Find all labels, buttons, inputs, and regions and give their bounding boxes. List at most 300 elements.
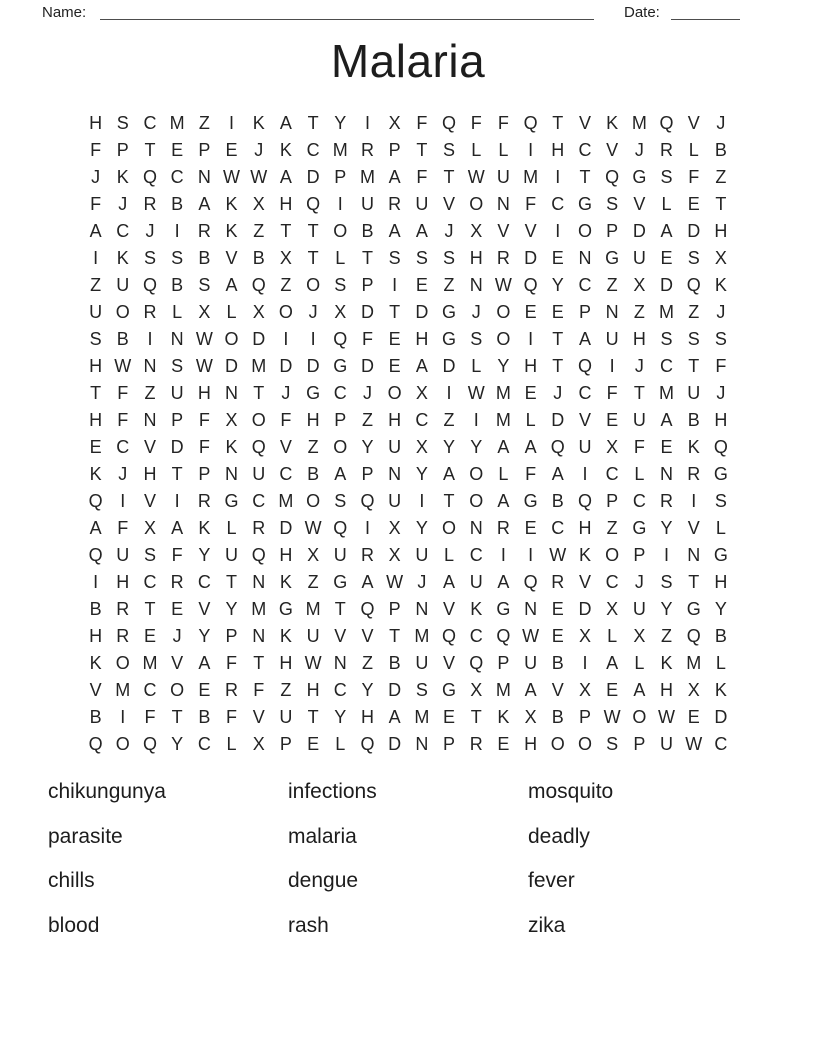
grid-letter-r1-c13: F	[416, 113, 428, 133]
grid-letter-r1-c2: S	[116, 113, 129, 133]
grid-letter-r23-c18: B	[551, 707, 564, 727]
grid-letter-r10-c10: G	[333, 356, 348, 376]
grid-letter-r1-c7: K	[252, 113, 265, 133]
grid-letter-r17-c6: U	[225, 545, 239, 565]
grid-letter-r3-c5: N	[197, 167, 211, 187]
word-list-item-blood: blood	[48, 913, 100, 937]
grid-letter-r17-c5: Y	[198, 545, 211, 565]
grid-letter-r10-c5: W	[195, 356, 213, 376]
grid-letter-r10-c6: D	[225, 356, 239, 376]
grid-letter-r9-c10: Q	[333, 329, 348, 349]
word-list-item-dengue: dengue	[288, 869, 359, 892]
grid-letter-r22-c10: C	[333, 680, 347, 700]
grid-letter-r9-c13: H	[415, 329, 429, 349]
grid-letter-r24-c16: E	[497, 734, 510, 754]
grid-letter-r7-c21: X	[633, 275, 646, 295]
grid-letter-r5-c20: P	[606, 221, 619, 241]
grid-letter-r2-c3: T	[144, 140, 156, 160]
grid-letter-r9-c22: S	[660, 329, 673, 349]
grid-letter-r9-c4: N	[170, 329, 184, 349]
grid-letter-r18-c20: C	[605, 572, 619, 592]
grid-letter-r4-c24: T	[715, 194, 727, 214]
grid-letter-r3-c24: Z	[715, 167, 727, 187]
grid-letter-r12-c3: N	[143, 410, 157, 430]
grid-letter-r4-c16: N	[496, 194, 510, 214]
grid-letter-r6-c12: S	[388, 248, 401, 268]
grid-letter-r16-c21: G	[632, 518, 647, 538]
grid-letter-r17-c16: I	[500, 545, 506, 565]
grid-letter-r3-c19: T	[579, 167, 591, 187]
grid-letter-r6-c8: X	[279, 248, 292, 268]
grid-letter-r18-c19: V	[578, 572, 591, 592]
grid-letter-r3-c13: F	[416, 167, 428, 187]
grid-letter-r5-c9: T	[307, 221, 319, 241]
grid-letter-r13-c12: U	[388, 437, 402, 457]
grid-letter-r14-c1: K	[89, 464, 102, 484]
grid-letter-r12-c18: D	[551, 410, 565, 430]
grid-letter-r17-c4: F	[171, 545, 183, 565]
grid-letter-r18-c4: R	[170, 572, 184, 592]
grid-letter-r20-c4: J	[172, 626, 182, 646]
grid-letter-r20-c21: X	[633, 626, 646, 646]
grid-letter-r6-c7: B	[252, 248, 265, 268]
grid-letter-r7-c6: A	[225, 275, 238, 295]
grid-letter-r2-c14: S	[443, 140, 456, 160]
grid-letter-r21-c5: A	[198, 653, 211, 673]
grid-letter-r18-c16: A	[497, 572, 510, 592]
grid-letter-r22-c21: A	[633, 680, 646, 700]
grid-letter-r16-c2: F	[117, 518, 129, 538]
grid-letter-r23-c24: D	[714, 707, 728, 727]
grid-letter-r6-c9: T	[307, 248, 319, 268]
grid-letter-r21-c24: L	[715, 653, 726, 673]
grid-letter-r23-c17: X	[524, 707, 537, 727]
grid-letter-r21-c6: F	[226, 653, 238, 673]
grid-letter-r24-c20: S	[606, 734, 619, 754]
grid-letter-r24-c22: U	[660, 734, 674, 754]
grid-letter-r5-c5: R	[197, 221, 211, 241]
grid-letter-r3-c1: J	[91, 167, 101, 187]
grid-letter-r3-c9: D	[306, 167, 320, 187]
grid-letter-r5-c22: A	[660, 221, 673, 241]
grid-letter-r8-c7: X	[252, 302, 265, 322]
grid-letter-r19-c13: N	[415, 599, 429, 619]
grid-letter-r19-c7: M	[251, 599, 267, 619]
grid-letter-r19-c3: T	[144, 599, 156, 619]
grid-letter-r9-c17: I	[528, 329, 534, 349]
grid-letter-r9-c16: O	[496, 329, 511, 349]
grid-letter-r3-c6: W	[223, 167, 241, 187]
grid-letter-r4-c21: V	[633, 194, 646, 214]
grid-letter-r21-c2: O	[115, 653, 130, 673]
grid-letter-r1-c18: T	[552, 113, 564, 133]
grid-letter-r24-c19: O	[577, 734, 592, 754]
grid-letter-r4-c9: Q	[306, 194, 321, 214]
grid-letter-r3-c3: Q	[142, 167, 157, 187]
grid-letter-r15-c24: S	[714, 491, 727, 511]
grid-letter-r10-c13: A	[415, 356, 428, 376]
grid-letter-r11-c7: T	[253, 383, 265, 403]
grid-letter-r22-c19: X	[578, 680, 591, 700]
grid-letter-r11-c20: F	[606, 383, 618, 403]
grid-letter-r15-c2: I	[120, 491, 126, 511]
grid-letter-r3-c8: A	[279, 167, 292, 187]
grid-letter-r13-c9: Z	[307, 437, 319, 457]
grid-letter-r19-c20: X	[606, 599, 619, 619]
grid-letter-r8-c9: J	[308, 302, 318, 322]
grid-letter-r16-c15: N	[469, 518, 483, 538]
grid-letter-r6-c18: E	[551, 248, 564, 268]
grid-letter-r3-c18: I	[555, 167, 561, 187]
grid-letter-r20-c7: N	[252, 626, 266, 646]
grid-letter-r24-c4: Y	[171, 734, 184, 754]
grid-letter-r4-c2: J	[118, 194, 128, 214]
grid-letter-r5-c10: O	[333, 221, 348, 241]
grid-letter-r15-c3: V	[143, 491, 156, 511]
grid-letter-r24-c18: O	[550, 734, 565, 754]
word-list-item-mosquito: mosquito	[528, 780, 614, 803]
grid-letter-r9-c14: G	[442, 329, 457, 349]
grid-letter-r18-c3: C	[143, 572, 157, 592]
grid-letter-r5-c11: B	[361, 221, 374, 241]
grid-letter-r11-c23: U	[687, 383, 701, 403]
grid-letter-r16-c19: H	[578, 518, 592, 538]
grid-letter-r9-c5: W	[195, 329, 213, 349]
grid-letter-r4-c18: C	[551, 194, 565, 214]
grid-letter-r1-c8: A	[279, 113, 292, 133]
grid-letter-r22-c24: K	[714, 680, 727, 700]
grid-letter-r7-c23: Q	[686, 275, 701, 295]
grid-letter-r11-c3: Z	[144, 383, 156, 403]
grid-letter-r23-c13: M	[414, 707, 430, 727]
grid-letter-r21-c7: T	[253, 653, 265, 673]
grid-letter-r17-c21: P	[633, 545, 646, 565]
grid-letter-r14-c15: O	[469, 464, 484, 484]
grid-letter-r23-c3: F	[144, 707, 156, 727]
grid-letter-r16-c8: D	[279, 518, 293, 538]
grid-letter-r10-c20: I	[609, 356, 615, 376]
grid-letter-r13-c11: Y	[361, 437, 374, 457]
grid-letter-r7-c17: Q	[523, 275, 538, 295]
grid-letter-r2-c9: C	[306, 140, 320, 160]
grid-letter-r10-c3: N	[143, 356, 157, 376]
grid-letter-r6-c3: S	[143, 248, 156, 268]
grid-letter-r3-c20: Q	[605, 167, 620, 187]
grid-letter-r12-c7: O	[251, 410, 266, 430]
grid-letter-r15-c13: I	[419, 491, 425, 511]
grid-letter-r5-c8: T	[280, 221, 292, 241]
grid-letter-r9-c19: A	[578, 329, 591, 349]
grid-letter-r4-c5: A	[198, 194, 211, 214]
grid-letter-r12-c19: V	[578, 410, 591, 430]
grid-letter-r21-c4: V	[171, 653, 184, 673]
grid-letter-r12-c13: C	[415, 410, 429, 430]
grid-letter-r14-c6: N	[225, 464, 239, 484]
grid-letter-r6-c17: D	[524, 248, 538, 268]
grid-letter-r1-c9: T	[307, 113, 319, 133]
grid-letter-r1-c10: Y	[334, 113, 347, 133]
grid-letter-r21-c21: L	[634, 653, 645, 673]
grid-letter-r18-c6: T	[226, 572, 238, 592]
grid-letter-r15-c9: O	[306, 491, 321, 511]
grid-letter-r2-c24: B	[714, 140, 727, 160]
grid-letter-r20-c5: Y	[198, 626, 211, 646]
grid-letter-r13-c7: Q	[251, 437, 266, 457]
grid-letter-r17-c18: W	[549, 545, 567, 565]
grid-letter-r13-c3: V	[143, 437, 156, 457]
grid-letter-r14-c3: H	[143, 464, 157, 484]
grid-letter-r8-c16: O	[496, 302, 511, 322]
grid-letter-r22-c22: H	[660, 680, 674, 700]
grid-letter-r1-c16: F	[497, 113, 509, 133]
grid-letter-r16-c6: L	[226, 518, 237, 538]
grid-letter-r15-c10: S	[334, 491, 347, 511]
grid-letter-r24-c8: P	[279, 734, 292, 754]
grid-letter-r2-c23: L	[688, 140, 699, 160]
grid-letter-r3-c2: K	[116, 167, 129, 187]
grid-letter-r12-c17: L	[525, 410, 536, 430]
grid-letter-r24-c1: Q	[88, 734, 103, 754]
grid-letter-r14-c8: C	[279, 464, 293, 484]
grid-letter-r13-c16: A	[497, 437, 510, 457]
grid-letter-r7-c9: O	[306, 275, 321, 295]
grid-letter-r3-c10: P	[334, 167, 347, 187]
grid-letter-r15-c21: C	[632, 491, 646, 511]
grid-letter-r21-c10: N	[333, 653, 347, 673]
grid-letter-r6-c22: E	[660, 248, 673, 268]
grid-letter-r2-c17: I	[528, 140, 534, 160]
grid-letter-r2-c8: K	[279, 140, 292, 160]
grid-letter-r13-c24: Q	[713, 437, 728, 457]
grid-letter-r12-c16: M	[495, 410, 511, 430]
grid-letter-r2-c21: J	[634, 140, 644, 160]
grid-letter-r11-c13: X	[415, 383, 428, 403]
grid-letter-r6-c10: L	[335, 248, 346, 268]
grid-letter-r7-c20: Z	[606, 275, 618, 295]
grid-letter-r4-c6: K	[225, 194, 238, 214]
grid-letter-r9-c9: I	[310, 329, 316, 349]
grid-letter-r8-c3: R	[143, 302, 157, 322]
grid-letter-r7-c18: Y	[551, 275, 564, 295]
grid-letter-r10-c15: L	[471, 356, 482, 376]
grid-letter-r16-c12: X	[388, 518, 401, 538]
grid-letter-r19-c21: U	[632, 599, 646, 619]
grid-letter-r19-c17: N	[524, 599, 538, 619]
grid-letter-r20-c8: K	[279, 626, 292, 646]
grid-letter-r5-c24: H	[714, 221, 728, 241]
grid-letter-r12-c10: P	[334, 410, 347, 430]
grid-letter-r2-c7: J	[254, 140, 264, 160]
grid-letter-r16-c23: V	[687, 518, 700, 538]
grid-letter-r10-c16: Y	[497, 356, 510, 376]
grid-letter-r20-c19: X	[578, 626, 591, 646]
grid-letter-r1-c11: I	[364, 113, 370, 133]
grid-letter-r14-c11: P	[361, 464, 374, 484]
grid-letter-r7-c7: Q	[251, 275, 266, 295]
grid-letter-r4-c3: R	[143, 194, 157, 214]
grid-letter-r22-c3: C	[143, 680, 157, 700]
grid-letter-r15-c1: Q	[88, 491, 103, 511]
grid-letter-r21-c3: M	[142, 653, 158, 673]
grid-letter-r14-c7: U	[252, 464, 266, 484]
grid-letter-r20-c20: L	[607, 626, 618, 646]
grid-letter-r16-c5: K	[198, 518, 211, 538]
grid-letter-r1-c4: M	[169, 113, 185, 133]
grid-letter-r14-c12: N	[388, 464, 402, 484]
grid-letter-r19-c16: G	[496, 599, 511, 619]
grid-letter-r22-c14: G	[442, 680, 457, 700]
grid-letter-r6-c1: I	[93, 248, 99, 268]
grid-letter-r13-c8: V	[279, 437, 292, 457]
grid-letter-r7-c16: W	[494, 275, 512, 295]
grid-letter-r22-c6: R	[225, 680, 239, 700]
grid-letter-r11-c6: N	[225, 383, 239, 403]
grid-letter-r13-c13: X	[415, 437, 428, 457]
grid-letter-r14-c22: N	[660, 464, 674, 484]
grid-letter-r24-c10: L	[335, 734, 346, 754]
grid-letter-r2-c12: P	[388, 140, 401, 160]
grid-letter-r22-c20: E	[606, 680, 619, 700]
grid-letter-r8-c11: D	[360, 302, 374, 322]
grid-letter-r3-c7: W	[250, 167, 268, 187]
grid-letter-r20-c3: E	[143, 626, 156, 646]
grid-letter-r7-c2: U	[116, 275, 130, 295]
grid-letter-r20-c24: B	[714, 626, 727, 646]
grid-letter-r18-c8: K	[279, 572, 292, 592]
grid-letter-r12-c22: A	[660, 410, 673, 430]
grid-letter-r24-c21: P	[633, 734, 646, 754]
grid-letter-r20-c9: U	[306, 626, 320, 646]
word-list-item-chills: chills	[48, 869, 95, 892]
grid-letter-r21-c19: I	[582, 653, 588, 673]
grid-letter-r11-c15: W	[467, 383, 485, 403]
grid-letter-r12-c5: F	[198, 410, 210, 430]
grid-letter-r1-c19: V	[578, 113, 591, 133]
grid-letter-r17-c3: S	[143, 545, 156, 565]
grid-letter-r5-c2: C	[116, 221, 130, 241]
grid-letter-r17-c22: I	[664, 545, 670, 565]
grid-letter-r14-c14: A	[443, 464, 456, 484]
grid-letter-r9-c11: F	[361, 329, 373, 349]
grid-letter-r20-c17: W	[522, 626, 540, 646]
grid-letter-r18-c10: G	[333, 572, 348, 592]
grid-letter-r3-c22: S	[660, 167, 673, 187]
grid-letter-r17-c11: R	[360, 545, 374, 565]
grid-letter-r17-c1: Q	[88, 545, 103, 565]
grid-letter-r22-c5: E	[198, 680, 211, 700]
grid-letter-r17-c8: H	[279, 545, 293, 565]
grid-letter-r14-c20: C	[605, 464, 619, 484]
grid-letter-r9-c18: T	[552, 329, 564, 349]
grid-letter-r10-c18: T	[552, 356, 564, 376]
grid-letter-r18-c24: H	[714, 572, 728, 592]
grid-letter-r16-c4: A	[171, 518, 184, 538]
grid-letter-r2-c2: P	[116, 140, 129, 160]
grid-letter-r13-c5: F	[198, 437, 210, 457]
grid-letter-r16-c3: X	[143, 518, 156, 538]
grid-letter-r14-c9: B	[307, 464, 320, 484]
grid-letter-r21-c8: H	[279, 653, 293, 673]
grid-letter-r6-c16: R	[496, 248, 510, 268]
grid-letter-r4-c7: X	[252, 194, 265, 214]
grid-letter-r7-c12: I	[392, 275, 398, 295]
grid-letter-r14-c13: Y	[415, 464, 428, 484]
grid-letter-r2-c22: R	[660, 140, 674, 160]
grid-letter-r7-c3: Q	[142, 275, 157, 295]
grid-letter-r13-c10: O	[333, 437, 348, 457]
grid-letter-r5-c6: K	[225, 221, 238, 241]
grid-letter-r5-c3: J	[145, 221, 155, 241]
grid-letter-r23-c23: E	[687, 707, 700, 727]
grid-letter-r4-c10: I	[337, 194, 343, 214]
grid-letter-r23-c9: T	[307, 707, 319, 727]
grid-letter-r4-c11: U	[360, 194, 374, 214]
grid-letter-r13-c23: K	[687, 437, 700, 457]
grid-letter-r1-c1: H	[89, 113, 103, 133]
grid-letter-r11-c10: C	[333, 383, 347, 403]
grid-letter-r7-c1: Z	[90, 275, 102, 295]
grid-letter-r7-c13: E	[415, 275, 428, 295]
grid-letter-r12-c11: Z	[361, 410, 373, 430]
grid-letter-r13-c21: F	[633, 437, 645, 457]
date-label: Date:	[624, 4, 660, 21]
word-list-item-parasite: parasite	[48, 824, 123, 848]
grid-letter-r23-c4: T	[171, 707, 183, 727]
grid-letter-r10-c7: M	[251, 356, 267, 376]
grid-letter-r21-c16: P	[497, 653, 510, 673]
grid-letter-r2-c1: F	[90, 140, 102, 160]
grid-letter-r21-c20: A	[606, 653, 619, 673]
grid-letter-r21-c15: Q	[469, 653, 484, 673]
grid-letter-r10-c1: H	[89, 356, 103, 376]
grid-letter-r16-c22: Y	[660, 518, 673, 538]
word-list	[48, 779, 768, 957]
grid-letter-r7-c4: B	[171, 275, 184, 295]
grid-letter-r8-c2: O	[115, 302, 130, 322]
grid-letter-r9-c12: E	[388, 329, 401, 349]
grid-letter-r19-c22: Y	[660, 599, 673, 619]
grid-letter-r4-c20: S	[606, 194, 619, 214]
grid-letter-r1-c5: Z	[198, 113, 210, 133]
grid-letter-r8-c20: N	[605, 302, 619, 322]
grid-letter-r14-c2: J	[118, 464, 128, 484]
grid-letter-r19-c15: K	[470, 599, 483, 619]
grid-letter-r23-c2: I	[120, 707, 126, 727]
grid-letter-r21-c23: M	[686, 653, 702, 673]
grid-letter-r7-c10: S	[334, 275, 347, 295]
grid-letter-r19-c10: T	[334, 599, 346, 619]
grid-letter-r3-c16: U	[496, 167, 510, 187]
word-list-item-malaria: malaria	[288, 824, 357, 848]
grid-letter-r23-c16: K	[497, 707, 510, 727]
grid-letter-r12-c20: E	[606, 410, 619, 430]
grid-letter-r10-c23: T	[688, 356, 700, 376]
grid-letter-r20-c23: Q	[686, 626, 701, 646]
grid-letter-r24-c11: Q	[360, 734, 375, 754]
grid-letter-r21-c11: Z	[361, 653, 373, 673]
grid-letter-r13-c20: X	[606, 437, 619, 457]
grid-letter-r8-c14: G	[442, 302, 457, 322]
grid-letter-r20-c11: V	[361, 626, 374, 646]
grid-letter-r23-c11: H	[360, 707, 374, 727]
grid-letter-r4-c12: R	[388, 194, 402, 214]
grid-letter-r9-c1: S	[89, 329, 102, 349]
grid-letter-r19-c6: Y	[225, 599, 238, 619]
grid-letter-r7-c24: K	[714, 275, 727, 295]
grid-letter-r18-c5: C	[197, 572, 211, 592]
grid-letter-r22-c12: D	[388, 680, 402, 700]
grid-letter-r21-c18: B	[551, 653, 564, 673]
